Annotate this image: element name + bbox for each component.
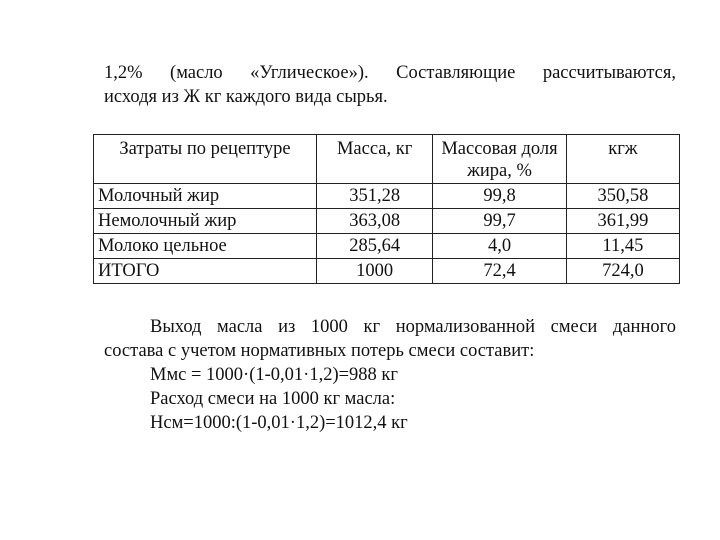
row-mass: 285,64 — [317, 234, 433, 259]
header-kgzh: кгж — [566, 135, 679, 184]
intro-line-2: исходя из Ж кг каждого вида сырья. — [104, 87, 388, 107]
row-name: Молочный жир — [94, 184, 317, 209]
row-fat: 4,0 — [433, 234, 567, 259]
intro-line-1: 1,2% (масло «Углическое»). Составляющие рассчитываются, — [104, 63, 676, 83]
table-row — [94, 209, 680, 234]
row-mass: 1000 — [317, 259, 433, 284]
row-name: ИТОГО — [94, 259, 317, 284]
table-row — [94, 234, 680, 259]
recipe-table — [93, 134, 680, 284]
table-header-row — [94, 135, 680, 184]
header-fat-share: Массовая доля жира, % — [433, 135, 567, 184]
row-name: Молоко цельное — [94, 234, 317, 259]
header-cost: Затраты по рецептуре — [94, 135, 317, 184]
formula-mms: Ммс = 1000·(1-0,01·1,2)=988 кг — [150, 365, 398, 385]
header-mass: Масса, кг — [317, 135, 433, 184]
outro-line-1: Выход масла из 1000 кг нормализованной смеси данного — [150, 317, 676, 337]
row-fat: 99,7 — [433, 209, 567, 234]
formula-nsm: Нсм=1000:(1-0,01·1,2)=1012,4 кг — [150, 413, 408, 433]
table-row — [94, 184, 680, 209]
row-kgzh: 361,99 — [566, 209, 679, 234]
row-mass: 351,28 — [317, 184, 433, 209]
row-fat: 99,8 — [433, 184, 567, 209]
row-mass: 363,08 — [317, 209, 433, 234]
outro-line-2: состава с учетом нормативных потерь смеси составит: — [104, 341, 535, 361]
intro-paragraph — [104, 61, 676, 109]
row-fat: 72,4 — [433, 259, 567, 284]
row-name: Немолочный жир — [94, 209, 317, 234]
outro-paragraph — [104, 315, 676, 435]
outro-line-3: Расход смеси на 1000 кг масла: — [150, 389, 396, 409]
row-kgzh: 724,0 — [566, 259, 679, 284]
row-kgzh: 350,58 — [566, 184, 679, 209]
table-total-row — [94, 259, 680, 284]
row-kgzh: 11,45 — [566, 234, 679, 259]
